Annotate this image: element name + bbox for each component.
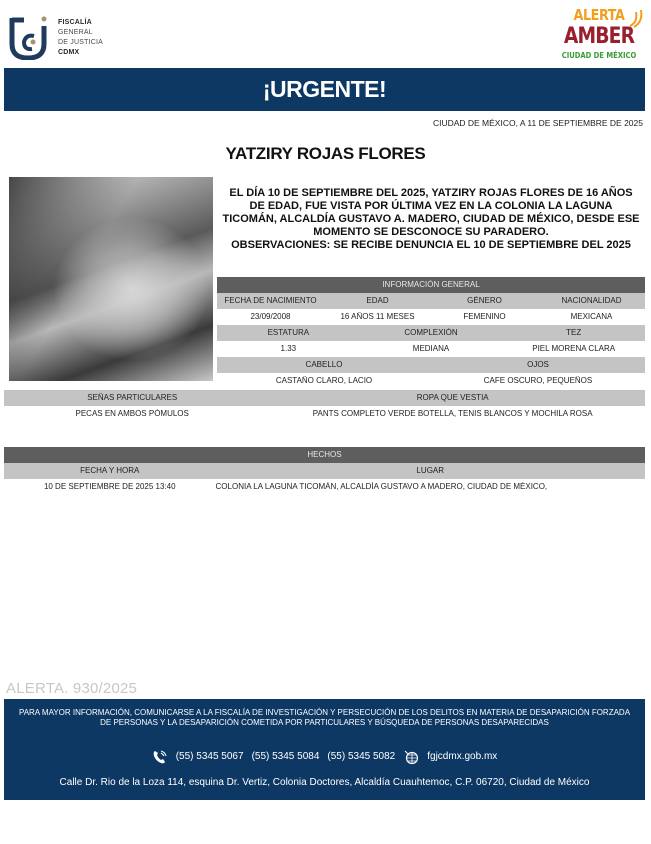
label-birthdate: FECHA DE NACIMIENTO — [224, 296, 317, 305]
amber-line1: ALERTA — [573, 6, 625, 24]
description — [222, 187, 640, 252]
urgent-title: ¡URGENTE! — [262, 76, 387, 102]
table-row — [217, 373, 645, 389]
label-eyes: OJOS — [527, 360, 549, 369]
alerta-amber-logo — [552, 6, 646, 68]
hechos-title-row — [4, 447, 645, 463]
extra-info-table — [4, 390, 645, 422]
table-row — [217, 357, 645, 373]
alert-number: ALERTA. 930/2025 — [6, 680, 138, 697]
label-build: COMPLEXIÓN — [404, 328, 458, 337]
value-build: MEDIANA — [412, 344, 450, 353]
globe-icon — [403, 749, 419, 765]
phone-2[interactable]: (55) 5345 5084 — [251, 751, 320, 762]
info-general-title: INFORMACIÓN GENERAL — [382, 280, 480, 289]
footer — [4, 699, 645, 800]
fgj-logo-text — [58, 18, 103, 58]
label-place: LUGAR — [416, 466, 445, 475]
footer-info: PARA MAYOR INFORMACIÓN, COMUNICARSE A LA FISCALÍA DE INVESTIGACIÓN Y PERSECUCIÓN DE LOS DELITOS EN MATERIA DE DESAPARICIÓN FORZADA DE PERSONAS Y LA DESAPARICIÓN COMETIDA POR PARTICULARES Y BÚSQUEDA DE PERSONAS DESAPARECIDAS — [18, 708, 631, 727]
label-datetime: FECHA Y HORA — [80, 466, 140, 475]
info-general-title-row — [217, 277, 645, 293]
person-name: YATZIRY ROJAS FLORES — [225, 144, 426, 163]
value-marks: PECAS EN AMBOS PÓMULOS — [75, 409, 189, 418]
date-line: CIUDAD DE MÉXICO, A 11 DE SEPTIEMBRE DE 2025 — [432, 118, 643, 128]
table-row — [4, 390, 645, 406]
fgj-logo — [8, 12, 198, 62]
phone-3[interactable]: (55) 5345 5082 — [327, 751, 396, 762]
table-row — [4, 406, 645, 422]
fgj-logo-icon — [8, 14, 48, 60]
value-hair: CASTAÑO CLARO, LACIO — [275, 376, 373, 385]
amber-line2: AMBER — [563, 24, 635, 49]
observations-text: OBSERVACIONES: SE RECIBE DENUNCIA EL 10 DE SEPTIEMBRE DEL 2025 — [231, 239, 631, 251]
value-height: 1.33 — [280, 344, 297, 353]
value-skin: PIEL MORENA CLARA — [532, 344, 616, 353]
label-nationality: NACIONALIDAD — [561, 296, 622, 305]
table-row — [217, 341, 645, 357]
table-row — [217, 325, 645, 341]
description-text: EL DÍA 10 DE SEPTIEMBRE DEL 2025, YATZIRY ROJAS FLORES DE 16 AÑOS DE EDAD, FUE VISTA POR ÚLTIMA VEZ EN LA COLONIA LA LAGUNA TICOMÁN, ALCALDÍA GUSTAVO A. MADERO, CIUDAD DE MÉXICO, DESDE ESE MOMENTO SE DESCONOCE SU PARADERO. — [222, 187, 640, 238]
label-gender: GÉNERO — [467, 296, 502, 305]
table-row — [217, 309, 645, 325]
table-row — [217, 293, 645, 309]
website-link[interactable]: fgjcdmx.gob.mx — [427, 751, 498, 762]
value-datetime: 10 DE SEPTIEMBRE DE 2025 13:40 — [43, 482, 176, 491]
value-clothing: PANTS COMPLETO VERDE BOTELLA, TENIS BLANCOS Y MOCHILA ROSA — [312, 409, 593, 418]
value-nationality: MEXICANA — [570, 312, 613, 321]
value-age: 16 AÑOS 11 MESES — [340, 312, 415, 321]
value-birthdate: 23/09/2008 — [250, 312, 291, 321]
value-place: COLONIA LA LAGUNA TICOMÁN, ALCALDÍA GUSTAVO A MADERO, CIUDAD DE MÉXICO, — [215, 482, 548, 491]
phone-icon — [152, 749, 168, 765]
info-general-table — [217, 277, 645, 389]
footer-address: Calle Dr. Rio de la Loza 114, esquina Dr. Vertiz, Colonia Doctores, Alcaldía Cuauhtemoc, C.P. 06720, Ciudad de México — [59, 777, 590, 788]
fgj-line1: FISCALÍA — [58, 19, 92, 26]
hechos-title: HECHOS — [307, 450, 342, 459]
label-height: ESTATURA — [267, 328, 310, 337]
footer-contact — [4, 749, 645, 765]
label-marks: SEÑAS PARTICULARES — [87, 393, 178, 402]
value-eyes: CAFE OSCURO, PEQUEÑOS — [483, 376, 593, 385]
table-row — [4, 463, 645, 479]
hechos-table — [4, 447, 645, 495]
urgent-banner — [4, 68, 645, 111]
phone-1[interactable]: (55) 5345 5067 — [175, 751, 244, 762]
amber-line3: CIUDAD DE MÉXICO — [561, 51, 637, 60]
label-clothing: ROPA QUE VESTIA — [416, 393, 489, 402]
fgj-line4: CDMX — [58, 49, 80, 56]
label-skin: TEZ — [566, 328, 582, 337]
label-hair: CABELLO — [305, 360, 343, 369]
label-age: EDAD — [366, 296, 389, 305]
fgj-line2: GENERAL — [58, 29, 93, 36]
missing-person-photo — [9, 177, 213, 381]
value-gender: FEMENINO — [463, 312, 506, 321]
table-row — [4, 479, 645, 495]
fgj-line3: DE JUSTICIA — [58, 39, 103, 46]
